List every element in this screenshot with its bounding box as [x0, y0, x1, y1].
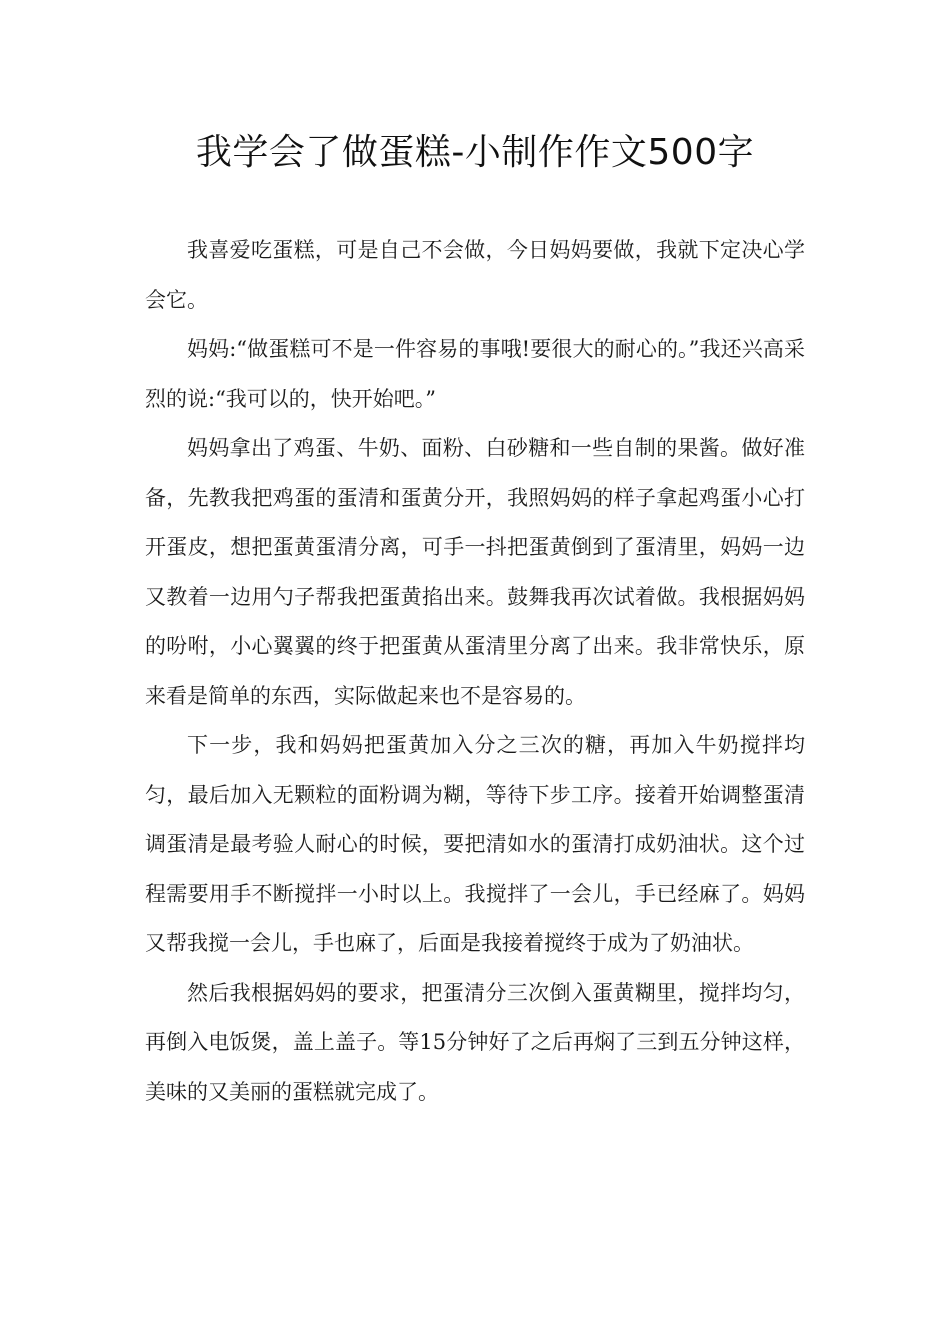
document-title: 我学会了做蛋糕-小制作作文500字	[195, 132, 755, 173]
paragraph: 我喜爱吃蛋糕，可是自己不会做，今日妈妈要做，我就下定决心学会它。	[145, 238, 805, 312]
paragraph: 下一步，我和妈妈把蛋黄加入分之三次的糖，再加入牛奶搅拌均匀，最后加入无颗粒的面粉调为糊，等待下步工序。接着开始调整蛋清调蛋清是最考验人耐心的时候，要把清如水的蛋清打成奶油状。这个过程需要用手不断搅拌一小时以上。我搅拌了一会儿，手已经麻了。妈妈又帮我搅一会儿，手也麻了，后面是我接着搅终于成为了奶油状。	[145, 733, 805, 955]
paragraph: 妈妈拿出了鸡蛋、牛奶、面粉、白砂糖和一些自制的果酱。做好准备，先教我把鸡蛋的蛋清和蛋黄分开，我照妈妈的样子拿起鸡蛋小心打开蛋皮，想把蛋黄蛋清分离，可手一抖把蛋黄倒到了蛋清里，妈妈一边又教着一边用勺子帮我把蛋黄掐出来。鼓舞我再次试着做。我根据妈妈的吩咐，小心翼翼的终于把蛋黄从蛋清里分离了出来。我非常快乐，原来看是简单的东西，实际做起来也不是容易的。	[145, 436, 805, 708]
paragraph: 妈妈:“做蛋糕可不是一件容易的事哦!要很大的耐心的。”我还兴高采烈的说:“我可以的，快开始吧。”	[145, 337, 805, 411]
paragraph: 然后我根据妈妈的要求，把蛋清分三次倒入蛋黄糊里，搅拌均匀，再倒入电饭煲，盖上盖子。等15分钟好了之后再焖了三到五分钟这样，美味的又美丽的蛋糕就完成了。	[145, 980, 805, 1104]
document-body	[145, 226, 805, 1117]
